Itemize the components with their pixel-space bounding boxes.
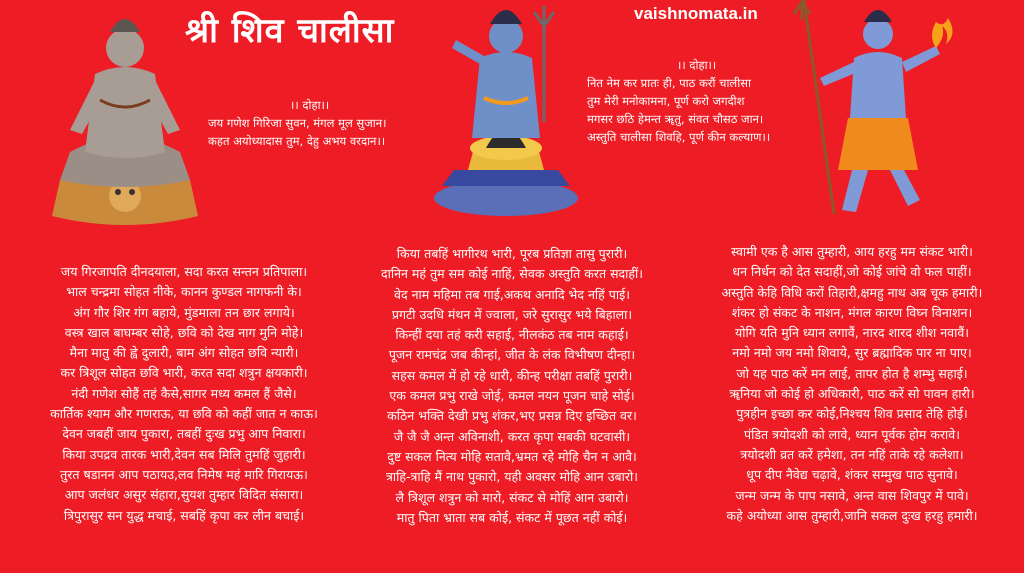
verse-line: किया उपद्रव तारक भारी,देवन सब मिलि तुमहिं जुहारी। [62, 446, 306, 462]
doha-line: अस्तुति चालीसा शिवहि, पूर्ण कीन कल्याण।। [587, 130, 771, 144]
verse-line: आप जलंधर असुर संहारा,सुयश तुम्हार विदित संसारा। [64, 487, 304, 503]
verse-line: धन निर्धन को देत सदाहीं,जो कोई जांचे वो फल पाहीं। [732, 264, 972, 280]
verse-line: दुष्ट सकल नित्य मोहि सतावै,भ्रमत रहे मोहि चैन न आवै। [387, 448, 637, 464]
verse-line: तुरत षडानन आप पठायउ,लव निमेष महं मारि गिरायऊ। [60, 466, 308, 482]
verse-line: सहस कमल में हो रहे धारी, कीन्ह परीक्षा तबहिं पुरारी। [391, 367, 633, 383]
doha-line: मगसर छठि हेमन्त ॠतु, संवत चौसठ जान। [587, 112, 764, 126]
verse-line: भाल चन्द्रमा सोहत नीके, कानन कुण्डल नागफनी के। [66, 284, 302, 300]
doha-line: नित नेम कर प्रातः ही, पाठ करौं चालीसा [587, 76, 751, 90]
verse-line: अंग गौर शिर गंग बहाये, मुंडमाला तन छार लगाये। [73, 304, 295, 320]
verse-line: नंदी गणेश सोहैं तहं कैसे,सागर मध्य कमल हैं जैसे। [71, 385, 297, 401]
verse-line: जो यह पाठ करें मन लाई, तापर होत है शम्भु सहाई। [736, 365, 968, 381]
verse-line: जै जै जै अन्त अविनाशी, करत कृपा सबकी घटवासी। [393, 428, 631, 444]
chaupai-column-3 [680, 242, 1024, 526]
site-name[interactable]: vaishnomata.in [634, 4, 758, 23]
doha-opening [208, 96, 386, 150]
verse-line: किन्हीं दया तहं करी सहाई, नीलकंठ तब नाम कहाई। [395, 327, 629, 343]
verse-line: कर त्रिशूल सोहत छवि भारी, करत सदा शत्रुन क्षयकारी। [60, 365, 308, 381]
verse-line: प्रगटी उदधि मंथन में ज्वाला, जरे सुरासुर भये बिहाला। [391, 306, 633, 322]
doha-heading: ।। दोहा।। [290, 98, 330, 112]
verse-line: कहे अयोध्या आस तुम्हारी,जानि सकल दुःख हरहु हमारी। [726, 507, 978, 523]
verse-line: कठिन भक्ति देखी प्रभु शंकर,भए प्रसन्न दिए इच्छित वर। [387, 408, 637, 424]
doha-closing [587, 56, 770, 146]
verse-line: वेद नाम महिमा तब गाई,अकथ अनादि भेद नहिं पाई। [394, 286, 630, 302]
verse-line: कार्तिक श्याम और गणराऊ, या छवि को कहीं जात न काऊ। [50, 406, 318, 422]
verse-line: त्रिपुरासुर सन युद्ध मचाई, सबहिं कृपा कर लीन बचाई। [63, 507, 305, 523]
verse-line: जन्म जन्म के पाप नसावे, अन्त वास शिवपुर में पावे। [735, 487, 969, 503]
verse-line: पूजन रामचंद्र जब कीन्हां, जीत के लंक विभीषण दीन्हा। [388, 347, 636, 363]
verse-line: पुत्रहीन इच्छा कर कोई,निश्चय शिव प्रसाद तेहि होई। [736, 406, 968, 422]
verse-line: वस्त्र खाल बाघम्बर सोहे, छवि को देख नाग मुनि मोहे। [64, 324, 304, 340]
verse-line: मैना मातु की ह्वे दुलारी, बाम अंग सोहत छवि न्यारी। [69, 345, 299, 361]
verse-line: जय गिरजापति दीनदयाला, सदा करत सन्तन प्रतिपाला। [60, 264, 308, 279]
chaupai-column-1 [14, 262, 354, 526]
verse-line: नमो नमो जय नमो शिवाये, सुर ब्रह्मादिक पार ना पाए। [732, 345, 972, 361]
verse-line: योगि यति मुनि ध्यान लगावैं, नारद शारद शीश नवावैं। [734, 325, 970, 341]
dancing-shiva-illustration [786, 0, 962, 222]
doha-line: तुम मेरी मनोकामना, पूर्ण करो जगदीश [587, 94, 745, 108]
verse-line: धूप दीप नैवेद्य चढ़ावे, शंकर सम्मुख पाठ सुनावे। [746, 467, 958, 483]
verse-line: देवन जबहीं जाय पुकारा, तबहीं दुःख प्रभु आप निवारा। [62, 426, 306, 442]
verse-line: मातु पिता भ्राता सब कोई, संकट में पूछत नहीं कोई। [396, 509, 628, 525]
verse-line: ॠनिया जो कोई हो अधिकारी, पाठ करें सो पावन हारी। [729, 386, 975, 402]
doha-line: कहत अयोध्यादास तुम, देहु अभय वरदान।। [208, 134, 386, 148]
verse-line: त्रयोदशी व्रत करें हमेशा, तन नहिं ताके रहे कलेशा। [740, 446, 964, 462]
verse-line: दानिन महं तुम सम कोई नाहिं, सेवक अस्तुति करत सदाहीं। [380, 266, 644, 282]
verse-line: एक कमल प्रभु राखे जोई, कमल नयन पूजन चाहे सोई। [389, 388, 635, 404]
verse-line: त्राहि-त्राहि मैं नाथ पुकारो, यही अवसर मोहि आन उबारो। [385, 469, 639, 485]
doha-line: जय गणेश गिरिजा सुवन, मंगल मूल सुजान। [208, 116, 387, 130]
shiva-with-shivling-illustration [428, 2, 584, 222]
verse-line: किया तबहिं भागीरथ भारी, पूरब प्रतिज्ञा तासु पुरारी। [396, 246, 628, 261]
page-title: श्री शिव चालीसा [185, 11, 395, 51]
verse-line: शंकर हो संकट के नाशन, मंगल कारण विघ्न विनाशन। [731, 304, 973, 320]
verse-line: पंडित त्रयोदशी को लावे, ध्यान पूर्वक होम करावे। [744, 426, 960, 442]
verse-line: लै त्रिशूल शत्रुन को मारो, संकट से मोहिं आन उबारो। [395, 489, 629, 505]
verse-line: अस्तुति केहि विधि करों तिहारी,क्षमहु नाथ अब चूक हमारी। [721, 284, 983, 300]
chaupai-column-2 [338, 244, 686, 528]
seated-shiva-illustration [30, 2, 220, 230]
verse-line: स्वामी एक है आस तुम्हारी, आय हरहु मम संकट भारी। [731, 244, 973, 259]
doha-heading: ।। दोहा।। [677, 58, 717, 72]
